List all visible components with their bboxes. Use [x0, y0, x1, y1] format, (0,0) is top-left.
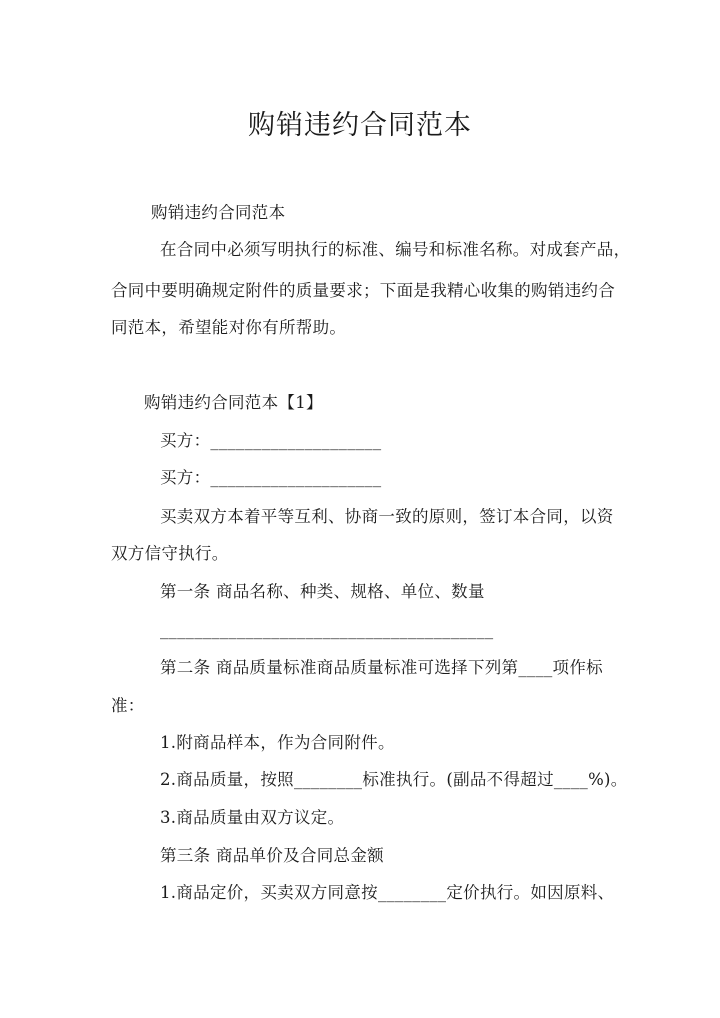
buyer-line: 买方：____________________: [160, 431, 382, 450]
intro-line-3: 同范本，希望能对你有所帮助。: [111, 318, 347, 337]
article2-item-2: 2.商品质量，按照________标准执行。(副品不得超过____%)。: [160, 770, 628, 789]
intro-line-2: 合同中要明确规定附件的质量要求；下面是我精心收集的购销违约合: [111, 281, 615, 300]
article1-blank: _______________________________________: [160, 620, 494, 639]
section-heading: 购销违约合同范本【1】: [144, 393, 323, 412]
article3-heading: 第三条 商品单价及合同总金额: [160, 846, 384, 865]
article2-line-2: 准：: [111, 696, 145, 715]
article2-item-1: 1.附商品样本，作为合同附件。: [160, 733, 395, 752]
article1-heading: 第一条 商品名称、种类、规格、单位、数量: [160, 582, 485, 601]
article2-item-3: 3.商品质量由双方议定。: [160, 808, 345, 827]
subtitle: 购销违约合同范本: [151, 203, 286, 222]
principle-line-2: 双方信守执行。: [111, 544, 229, 563]
intro-line-1: 在合同中必须写明执行的标准、编号和标准名称。对成套产品，: [160, 240, 631, 259]
principle-line-1: 买卖双方本着平等互利、协商一致的原则，签订本合同，以资: [160, 507, 614, 526]
article3-item-1: 1.商品定价，买卖双方同意按________定价执行。如因原料、: [160, 883, 615, 902]
seller-line: 买方：____________________: [160, 468, 382, 487]
document-title: 购销违约合同范本: [248, 110, 472, 141]
article2-line-1: 第二条 商品质量标准商品质量标准可选择下列第____项作标: [160, 658, 603, 677]
